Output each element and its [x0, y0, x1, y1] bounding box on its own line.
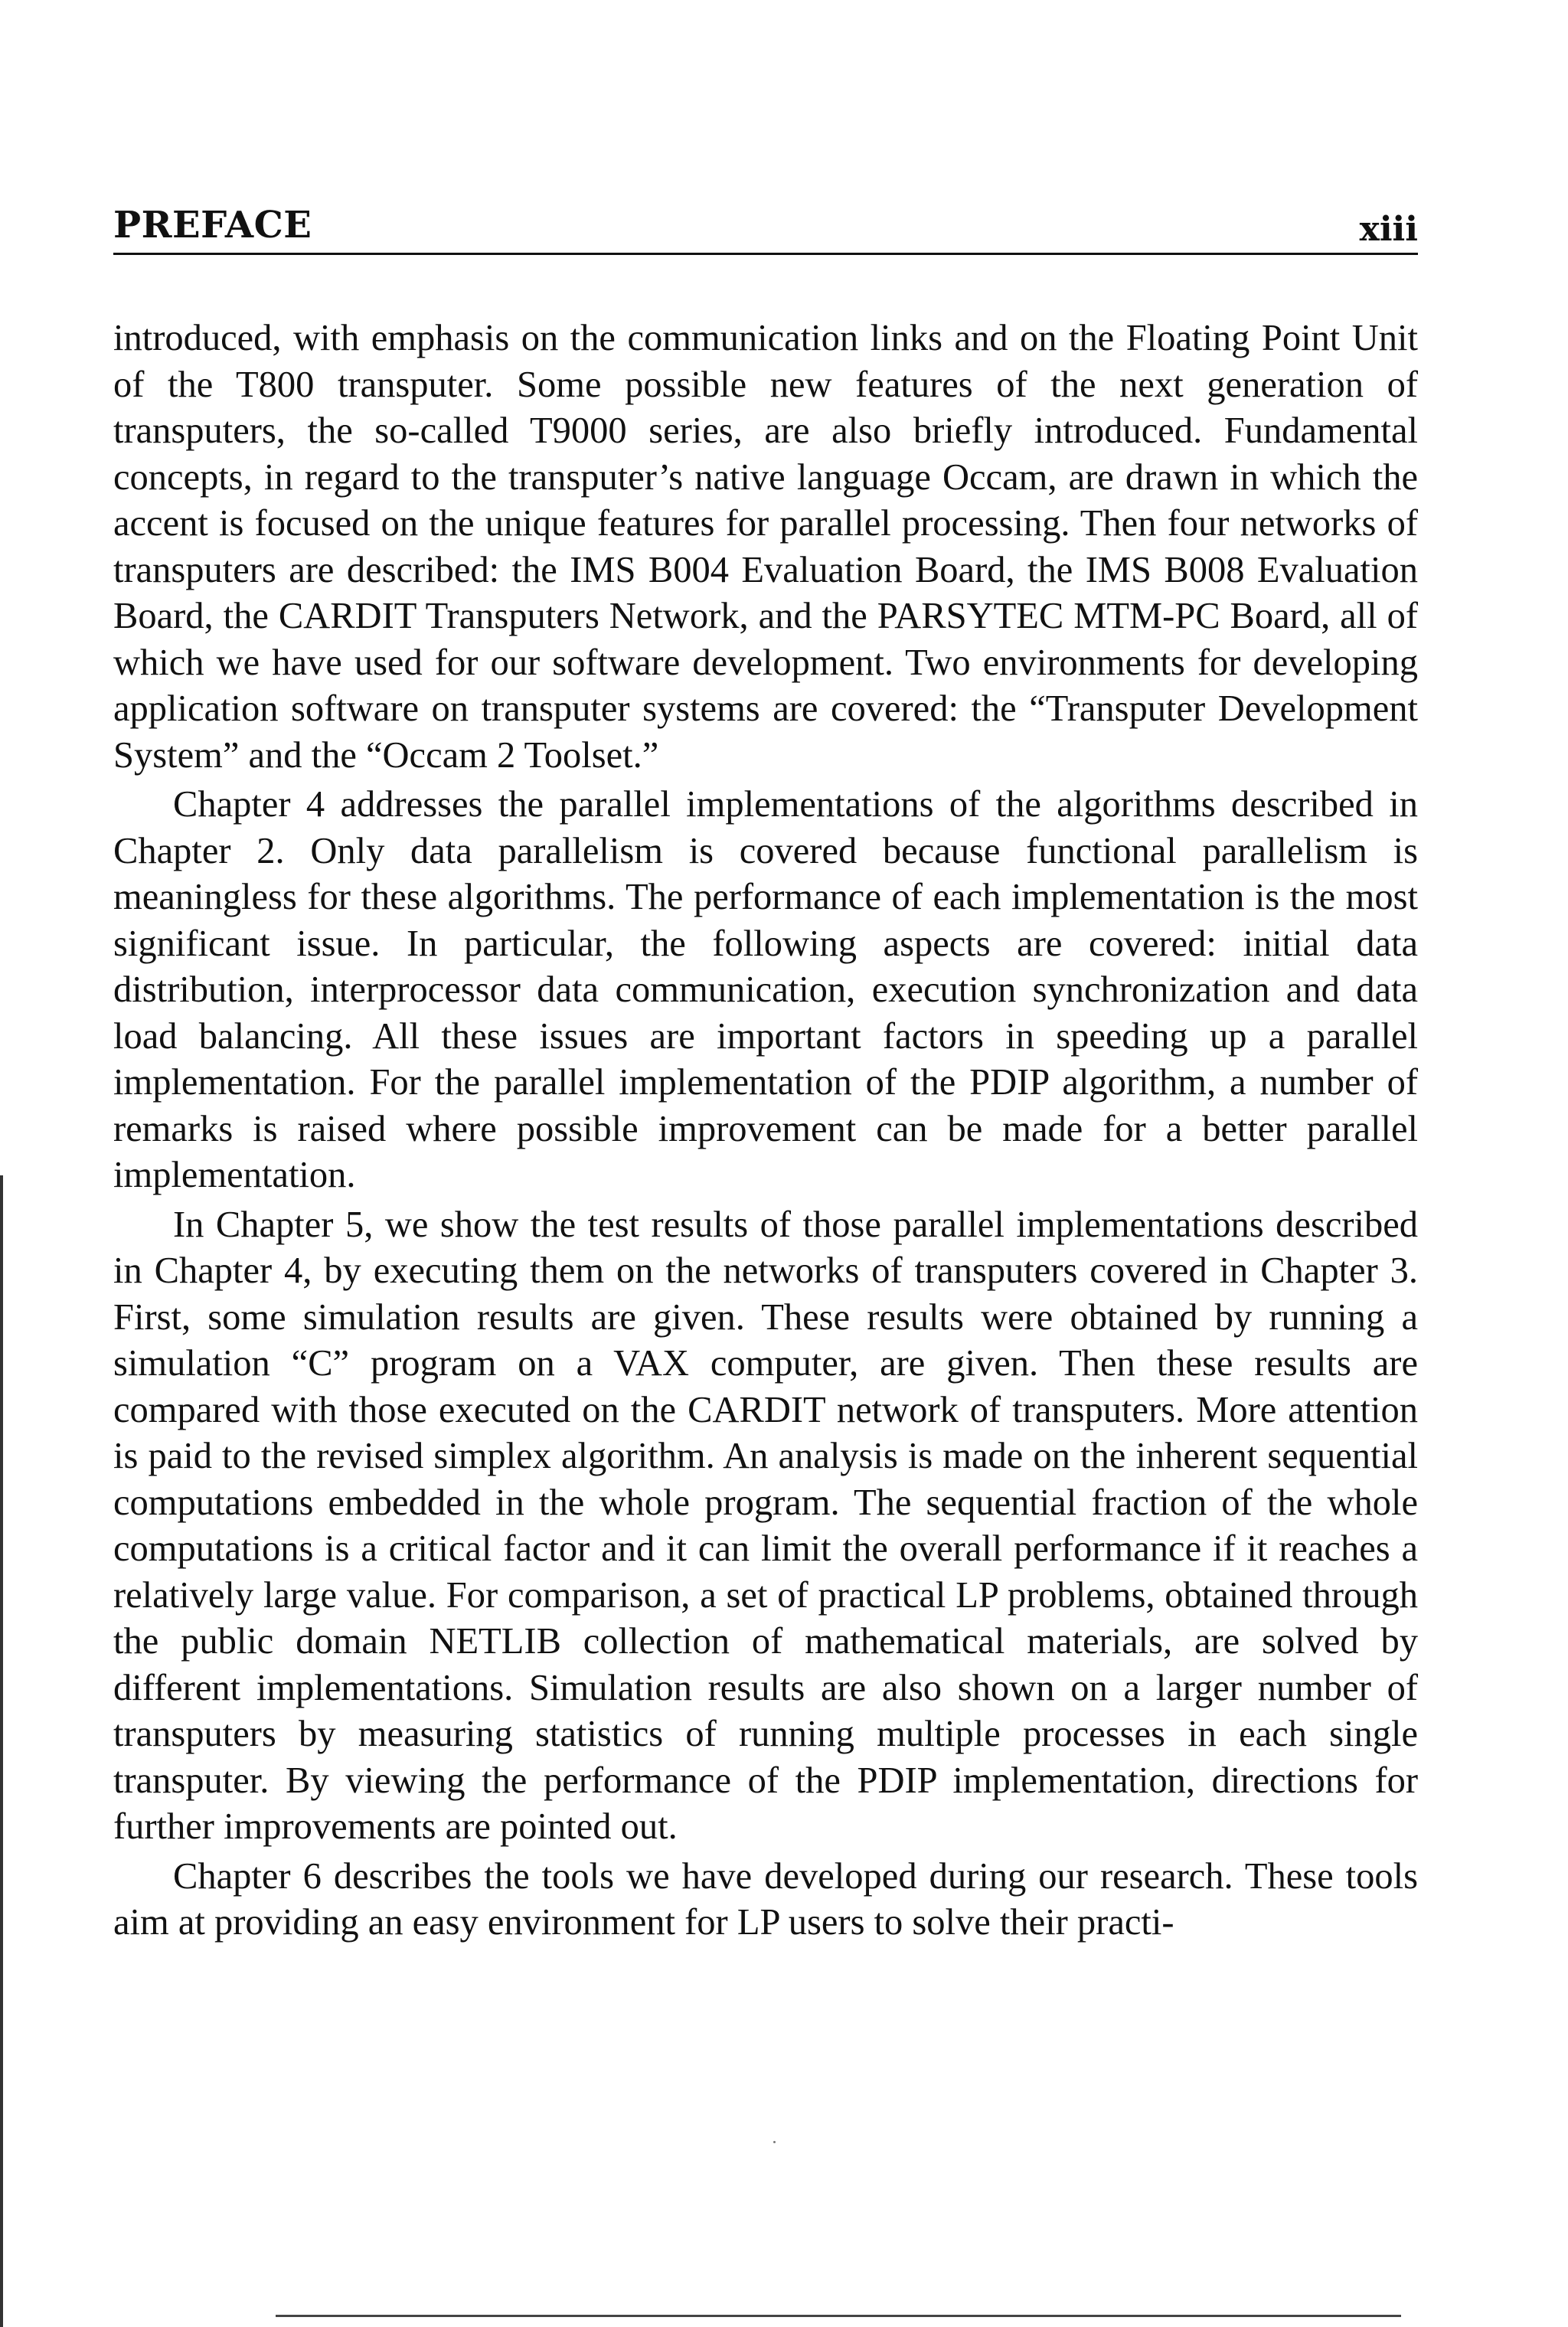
paragraph-chapter-4: Chapter 4 addresses the parallel implementations of the algorithms described in Chapter 2. Only data parallelism is covered because functional parallelism is meaningless for these algorithms. The performance of each implementation is the most significant issue. In particular, the following aspects are covered: initial data distribution, interprocessor data communication, execution synchronization and data load balancing. All these issues are important factors in speeding up a parallel implementation. For the parallel implementation of the PDIP algorithm, a number of remarks is raised where possible improvement can be made for a better parallel implementation.: [113, 784, 1418, 1195]
running-title: PREFACE: [113, 204, 312, 247]
scan-speck: [773, 2141, 776, 2143]
paragraph-chapter-6: Chapter 6 describes the tools we have developed during our research. These tools aim at providing an easy environment for LP users to solve their practi-: [113, 1855, 1418, 1943]
page-number: xiii: [1359, 210, 1418, 249]
paragraph-continuation: introduced, with emphasis on the communication links and on the Floating Point Unit of the T800 transputer. Some possible new features of the next generation of transputers, the so-called T9000 series, are also briefly introduced. Fundamental concepts, in regard to the transputer’s native language Occam, are drawn in which the accent is focused on the unique features for parallel processing. Then four networks of transputers are described: the IMS B004 Evaluation Board, the IMS B008 Evaluation Board, the CARDIT Transputers Network, and the PARSYTEC MTM-PC Board, all of which we have used for our software development. Two environments for developing application software on transputer systems are covered: the “Transputer Development System” and the “Occam 2 Toolset.”: [113, 318, 1418, 776]
body-text: [113, 315, 1418, 1950]
scan-left-edge: [0, 1175, 3, 2327]
running-header: [113, 198, 1418, 255]
paragraph-chapter-5: In Chapter 5, we show the test results of those parallel implementations described in Chapter 4, by executing them on the networks of transputers covered in Chapter 3. First, some simulation results are given. These results were obtained by running a simulation “C” program on a VAX computer, are given. Then these results are compared with those executed on the CARDIT network of transputers. More attention is paid to the revised simplex algorithm. An analysis is made on the inherent sequential computations embedded in the whole program. The sequential fraction of the whole computations is a critical factor and it can limit the overall performance if it reaches a relatively large value. For comparison, a set of practical LP problems, obtained through the public domain NETLIB collection of mathematical materials, are solved by different implementations. Simulation results are also shown on a larger number of transputers by measuring statistics of running multiple processes in each single transputer. By viewing the performance of the PDIP implementation, directions for further improvements are pointed out.: [113, 1204, 1418, 1847]
scan-bottom-edge: [276, 2315, 1401, 2317]
